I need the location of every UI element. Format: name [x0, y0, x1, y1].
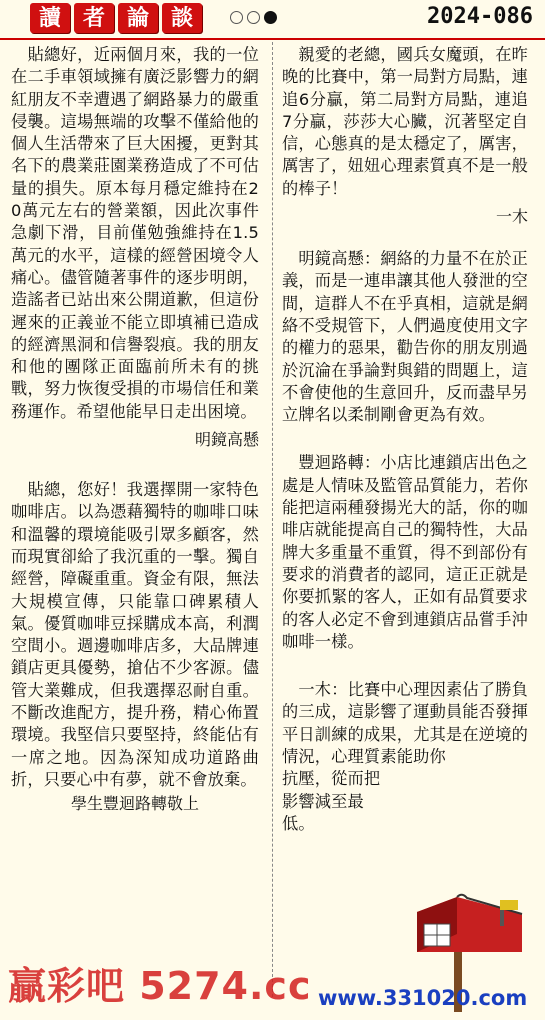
title-char-4: 談 — [162, 3, 202, 33]
reply-paragraph: 一木：比賽中心理因素佔了勝負的三成，這影響了運動員能否發揮平日訓練的成果，尤其是在逆境的情況，心理質素能助你 — [282, 680, 528, 767]
reply-paragraph: 豐迴路轉：小店比連鎖店出色之處是人情味及監管品質能力，若你能把這兩種發揚光大的話，你的咖啡店就能提高自己的獨特性，大品牌大多重量不重質，得不到部份有要求的消費者的認同，這正正就是你要抓緊的客人，正如有品質要求的客人必定不會到連鎖店品嘗手沖咖啡一樣。 — [282, 453, 528, 651]
letter-signature: 一木 — [495, 207, 528, 227]
right-column — [282, 44, 528, 835]
reply-paragraph-end: 低。 — [282, 813, 315, 833]
circle-icon — [230, 11, 243, 24]
section-title — [30, 3, 202, 33]
filled-circle-icon — [264, 11, 277, 24]
letter-signature: 學生豐迴路轉敬上 — [70, 794, 199, 814]
watermark-left: 贏彩吧 5274.cc — [8, 964, 312, 1008]
reply-paragraph-end: 抗壓，從而把 — [282, 769, 381, 789]
left-column — [11, 44, 259, 843]
reply-paragraph-end: 影響減至最 — [282, 791, 364, 811]
circle-icon — [247, 11, 260, 24]
title-char-1: 讀 — [30, 3, 70, 33]
title-char-3: 論 — [118, 3, 158, 33]
column-divider — [272, 42, 273, 997]
issue-number: 2024-086 — [427, 4, 533, 29]
decorative-dots — [230, 11, 277, 24]
letter-paragraph: 貼總，您好！我選擇開一家特色咖啡店。以為憑藉獨特的咖啡口味和溫馨的環境能吸引眾多顧客，然而現實卻給了我沉重的一擊。獨自經營，障礙重重。資金有限，無法大規模宣傳，只能靠口碑累積人氣。優質咖啡豆採購成本高，利潤空間小。週邊咖啡店多，大品牌連鎖店更具優勢，搶佔不少客源。儘管大業難成，但我選擇忍耐自重。不斷改進配方，提升務，精心佈置環境。我堅信只要堅持，終能佔有一席之地。因為深知成功道路曲折，只要心中有夢，就不會放棄。 — [11, 480, 259, 789]
reply-paragraph: 明鏡高懸：網絡的力量不在於正義，而是一連串讓其他人發泄的空間，這群人不在乎真相，這就是網絡不受規管下，人們過度使用文字的權力的惡果，勸告你的朋友別過於沉淪在爭論對與錯的問題上，這不會使他的生意回升，反而盡早另立牌名以柔制剛會更為有效。 — [282, 249, 528, 425]
title-char-2: 者 — [74, 3, 114, 33]
letter-signature: 明鏡高懸 — [194, 430, 259, 450]
watermark-right: www.331020.com — [318, 986, 528, 1010]
letter-paragraph: 親愛的老總，國兵女魔頭，在昨晚的比賽中，第一局對方局點，連追6分贏，第二局對方局點，連追7分贏，莎莎大心臟，沉著堅定自信，心態真的是太穩定了，厲害，厲害了，妞妞心理素質真不是一般的棒子！ — [282, 45, 528, 198]
header — [0, 0, 545, 40]
letter-paragraph: 貼總好，近兩個月來，我的一位在二手車領域擁有廣泛影響力的網紅朋友不幸遭遇了網路暴力的嚴重侵襲。這場無端的攻擊不僅給他的個人生活帶來了巨大困擾，更對其名下的農業莊園業務造成了不可估量的損失。原本每月穩定維持在20萬元左右的營業額，因此次事件急劇下滑，目前僅勉強維持在1.5萬元的水平，這樣的經營困境令人痛心。儘管隨著事件的逐步明朗，造謠者已站出來公開道歉，但這份遲來的正義並不能立即填補已造成的經濟黑洞和信譽裂痕。我的朋友和他的團隊正面臨前所未有的挑戰，努力恢復受損的市場信任和業務運作。希望他能早日走出困境。 — [11, 45, 259, 421]
